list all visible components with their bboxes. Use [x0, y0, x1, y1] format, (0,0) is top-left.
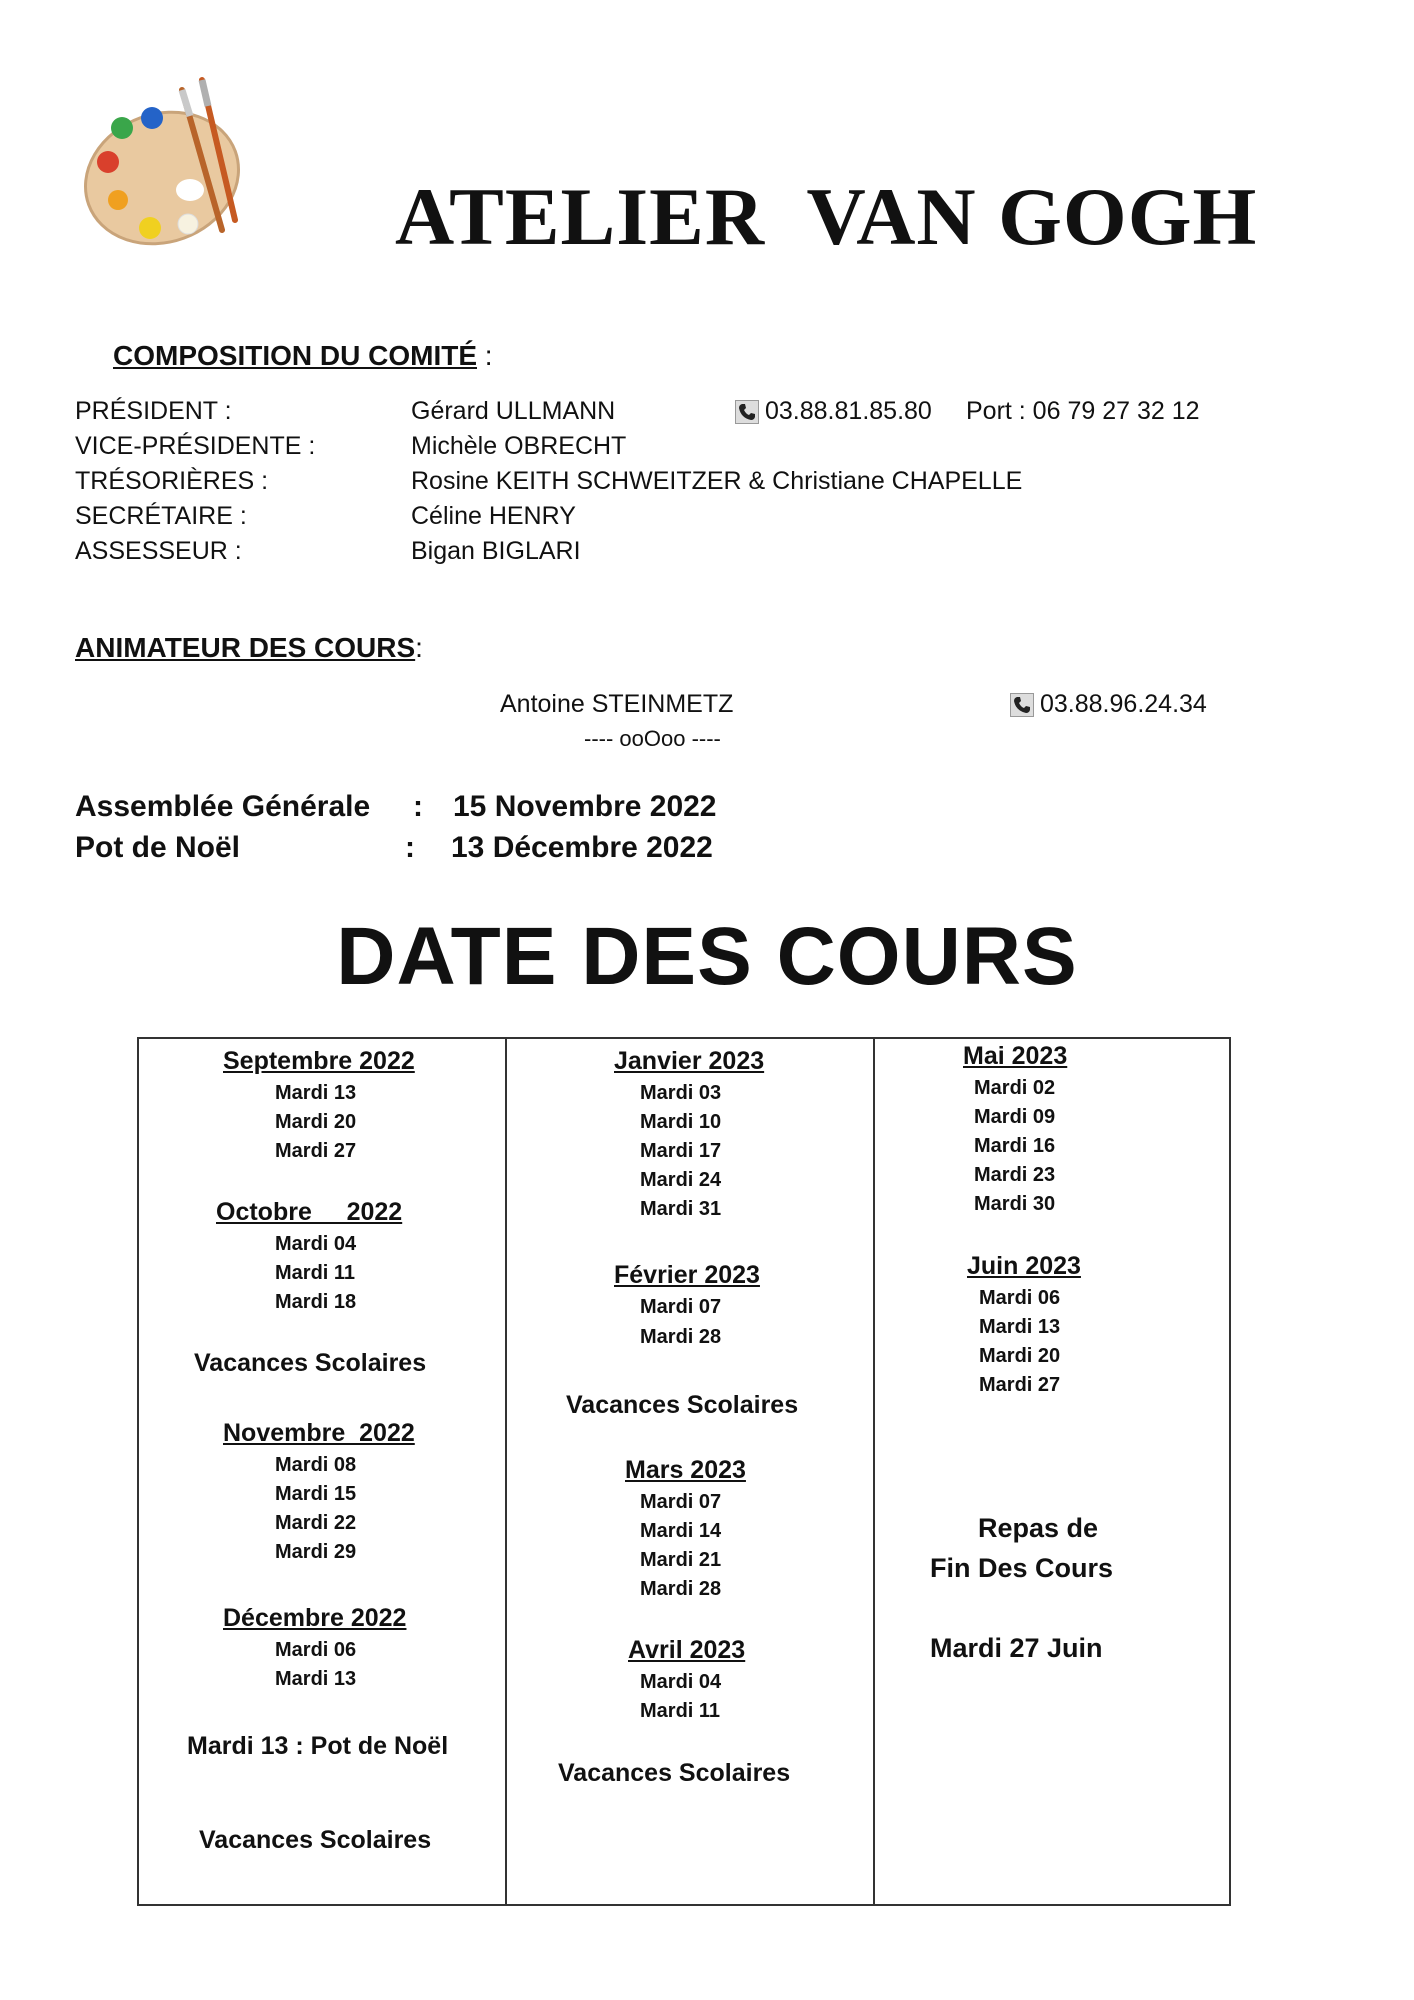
committee-heading-colon: : — [477, 340, 493, 371]
month-heading: Octobre 2022 — [216, 1198, 403, 1226]
animator-heading-text: ANIMATEUR DES COURS — [75, 632, 416, 663]
end-of-course-date: Mardi 27 Juin — [930, 1633, 1103, 1663]
role-label: SECRÉTAIRE : — [75, 502, 247, 530]
schedule-table — [137, 1037, 1231, 1906]
event-pot-noel — [75, 831, 775, 871]
course-date: Mardi 04 — [640, 1671, 722, 1693]
course-date: Mardi 06 — [979, 1287, 1061, 1309]
event-date: 15 Novembre 2022 — [453, 790, 717, 823]
month-heading: Juin 2023 — [967, 1252, 1081, 1280]
course-date: Mardi 18 — [275, 1291, 357, 1313]
course-date: Mardi 29 — [275, 1541, 357, 1563]
committee-row-assessor — [75, 537, 1275, 571]
course-date: Mardi 13 — [979, 1316, 1061, 1338]
committee-row-vice-president — [75, 432, 1275, 466]
committee-heading — [113, 340, 493, 372]
course-date: Mardi 11 — [640, 1700, 721, 1722]
course-date: Mardi 07 — [640, 1491, 722, 1513]
month-heading: Novembre 2022 — [223, 1419, 415, 1447]
course-date: Mardi 21 — [640, 1549, 722, 1571]
member-name: Michèle OBRECHT — [411, 432, 627, 460]
month-heading: Mars 2023 — [625, 1456, 746, 1484]
course-date: Mardi 27 — [979, 1374, 1061, 1396]
course-date: Mardi 15 — [275, 1483, 357, 1505]
schedule-column-2 — [507, 1039, 873, 1904]
role-label: ASSESSEUR : — [75, 537, 242, 565]
course-date: Mardi 16 — [974, 1135, 1056, 1157]
school-holidays: Vacances Scolaires — [199, 1826, 432, 1854]
telephone-icon — [735, 400, 759, 424]
course-date: Mardi 11 — [275, 1262, 356, 1284]
course-date: Mardi 31 — [640, 1198, 722, 1220]
course-date: Mardi 17 — [640, 1140, 722, 1162]
month-heading: Janvier 2023 — [614, 1047, 765, 1075]
schedule-column-3 — [875, 1039, 1231, 1904]
president-mobile: Port : 06 79 27 32 12 — [966, 397, 1200, 425]
end-of-course-meal: Fin Des Cours — [930, 1553, 1114, 1583]
animator-phone — [1010, 690, 1207, 719]
course-date: Mardi 14 — [640, 1520, 722, 1542]
event-colon: : — [405, 831, 415, 864]
event-label: Pot de Noël — [75, 831, 241, 864]
committee-row-president — [75, 397, 1275, 431]
paint-palette-icon — [70, 70, 260, 260]
month-heading: Septembre 2022 — [223, 1047, 415, 1075]
committee-row-secretary — [75, 502, 1275, 536]
schedule-title: DATE DES COURS — [336, 911, 1078, 1002]
course-date: Mardi 10 — [640, 1111, 722, 1133]
course-date: Mardi 27 — [275, 1140, 357, 1162]
separator: ---- ooOoo ---- — [584, 726, 721, 751]
animator-name: Antoine STEINMETZ — [500, 690, 734, 718]
course-date: Mardi 30 — [974, 1193, 1056, 1215]
course-date: Mardi 20 — [275, 1111, 357, 1133]
event-date: 13 Décembre 2022 — [451, 831, 713, 864]
christmas-drink-note: Mardi 13 : Pot de Noël — [187, 1732, 449, 1760]
course-date: Mardi 08 — [275, 1454, 357, 1476]
course-date: Mardi 07 — [640, 1296, 722, 1318]
course-date: Mardi 13 — [275, 1082, 357, 1104]
role-label: VICE-PRÉSIDENTE : — [75, 432, 316, 460]
course-date: Mardi 06 — [275, 1639, 357, 1661]
course-date: Mardi 20 — [979, 1345, 1061, 1367]
member-name: Gérard ULLMANN — [411, 397, 616, 425]
course-date: Mardi 04 — [275, 1233, 357, 1255]
course-date: Mardi 28 — [640, 1578, 722, 1600]
page-title: ATELIER VAN GOGH — [395, 171, 1258, 262]
phone-number: 03.88.81.85.80 — [765, 397, 932, 425]
end-of-course-meal: Repas de — [978, 1513, 1099, 1543]
role-label: PRÉSIDENT : — [75, 397, 232, 425]
school-holidays: Vacances Scolaires — [558, 1759, 791, 1787]
committee-heading-text: COMPOSITION DU COMITÉ — [113, 340, 477, 371]
school-holidays: Vacances Scolaires — [194, 1349, 427, 1377]
event-label: Assemblée Générale — [75, 790, 371, 823]
month-heading: Avril 2023 — [628, 1636, 746, 1664]
member-name: Rosine KEITH SCHWEITZER & Christiane CHAPELLE — [411, 467, 1023, 495]
course-date: Mardi 09 — [974, 1106, 1056, 1128]
course-date: Mardi 23 — [974, 1164, 1056, 1186]
event-colon: : — [413, 790, 423, 823]
member-name: Céline HENRY — [411, 502, 576, 530]
committee-row-treasurers — [75, 467, 1275, 501]
telephone-icon — [1010, 693, 1034, 717]
month-heading: Mai 2023 — [963, 1042, 1068, 1070]
phone-number: 03.88.96.24.34 — [1040, 690, 1207, 718]
role-label: TRÉSORIÈRES : — [75, 467, 269, 495]
month-heading: Février 2023 — [614, 1261, 760, 1289]
animator-heading — [75, 632, 423, 664]
course-date: Mardi 13 — [275, 1668, 357, 1690]
course-date: Mardi 24 — [640, 1169, 722, 1191]
president-phone — [735, 397, 932, 426]
month-heading: Décembre 2022 — [223, 1604, 407, 1632]
member-name: Bigan BIGLARI — [411, 537, 581, 565]
event-assemblee — [75, 790, 775, 830]
course-date: Mardi 03 — [640, 1082, 722, 1104]
course-date: Mardi 22 — [275, 1512, 357, 1534]
school-holidays: Vacances Scolaires — [566, 1391, 799, 1419]
animator-heading-colon: : — [415, 632, 423, 663]
schedule-column-1 — [139, 1039, 505, 1904]
course-date: Mardi 28 — [640, 1326, 722, 1348]
course-date: Mardi 02 — [974, 1077, 1056, 1099]
